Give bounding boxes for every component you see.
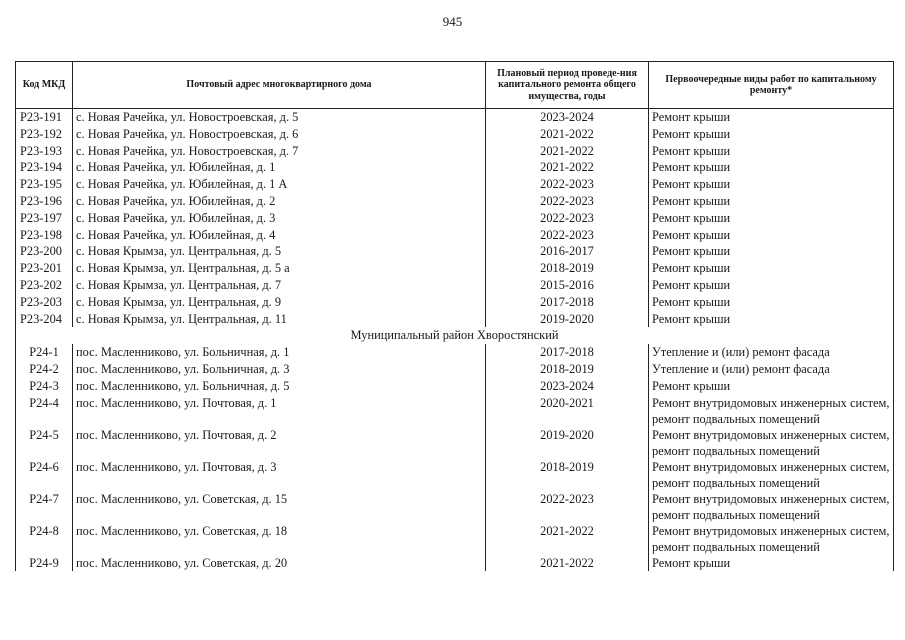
cell-works: Ремонт крыши xyxy=(649,243,894,260)
cell-works: Ремонт крыши xyxy=(649,311,894,328)
cell-address: пос. Масленниково, ул. Почтовая, д. 2 xyxy=(73,427,486,459)
cell-works: Утепление и (или) ремонт фасада xyxy=(649,361,894,378)
table-header xyxy=(16,62,894,109)
table-row xyxy=(16,227,894,244)
cell-period: 2022-2023 xyxy=(486,193,649,210)
cell-code: Р24-3 xyxy=(16,378,73,395)
cell-address: пос. Масленниково, ул. Больничная, д. 3 xyxy=(73,361,486,378)
cell-works: Ремонт крыши xyxy=(649,260,894,277)
cell-address: пос. Масленниково, ул. Больничная, д. 5 xyxy=(73,378,486,395)
table-body xyxy=(16,109,894,572)
cell-period: 2021-2022 xyxy=(486,555,649,572)
cell-period: 2021-2022 xyxy=(486,126,649,143)
cell-address: пос. Масленниково, ул. Почтовая, д. 1 xyxy=(73,395,486,427)
table-row xyxy=(16,459,894,491)
cell-code: Р23-201 xyxy=(16,260,73,277)
cell-address: с. Новая Крымза, ул. Центральная, д. 7 xyxy=(73,277,486,294)
cell-code: Р23-196 xyxy=(16,193,73,210)
table-row xyxy=(16,344,894,361)
table-row xyxy=(16,294,894,311)
cell-address: с. Новая Рачейка, ул. Юбилейная, д. 3 xyxy=(73,210,486,227)
district-row xyxy=(16,327,894,344)
cell-address: пос. Масленниково, ул. Советская, д. 20 xyxy=(73,555,486,572)
header-period: Плановый период проведе-ния капитального ремонта общего имущества, годы xyxy=(486,62,649,109)
header-address: Почтовый адрес многоквартирного дома xyxy=(73,62,486,109)
header-code: Код МКД xyxy=(16,62,73,109)
cell-period: 2017-2018 xyxy=(486,294,649,311)
cell-works: Ремонт крыши xyxy=(649,277,894,294)
cell-period: 2018-2019 xyxy=(486,260,649,277)
housing-registry-table xyxy=(15,61,894,571)
table-row xyxy=(16,109,894,126)
cell-period: 2017-2018 xyxy=(486,344,649,361)
cell-period: 2022-2023 xyxy=(486,491,649,523)
cell-works: Ремонт внутридомовых инженерных систем, ремонт подвальных помещений xyxy=(649,459,894,491)
cell-address: с. Новая Крымза, ул. Центральная, д. 5 а xyxy=(73,260,486,277)
cell-period: 2018-2019 xyxy=(486,459,649,491)
cell-address: с. Новая Рачейка, ул. Юбилейная, д. 2 xyxy=(73,193,486,210)
cell-address: пос. Масленниково, ул. Советская, д. 15 xyxy=(73,491,486,523)
table-row xyxy=(16,260,894,277)
cell-works: Ремонт крыши xyxy=(649,210,894,227)
cell-address: с. Новая Рачейка, ул. Юбилейная, д. 1 А xyxy=(73,176,486,193)
table-row xyxy=(16,126,894,143)
cell-period: 2021-2022 xyxy=(486,523,649,555)
cell-address: с. Новая Рачейка, ул. Новостроевская, д. 7 xyxy=(73,143,486,160)
table-row xyxy=(16,193,894,210)
table-row xyxy=(16,210,894,227)
cell-works: Ремонт крыши xyxy=(649,227,894,244)
table-row xyxy=(16,361,894,378)
cell-address: с. Новая Рачейка, ул. Юбилейная, д. 4 xyxy=(73,227,486,244)
cell-works: Ремонт крыши xyxy=(649,126,894,143)
cell-address: пос. Масленниково, ул. Почтовая, д. 3 xyxy=(73,459,486,491)
cell-code: Р24-6 xyxy=(16,459,73,491)
cell-works: Утепление и (или) ремонт фасада xyxy=(649,344,894,361)
cell-code: Р23-191 xyxy=(16,109,73,126)
table-row xyxy=(16,491,894,523)
cell-code: Р24-7 xyxy=(16,491,73,523)
table-row xyxy=(16,395,894,427)
table-row xyxy=(16,159,894,176)
page-number: 945 xyxy=(442,14,463,29)
table-row xyxy=(16,143,894,160)
table-row xyxy=(16,311,894,328)
cell-code: Р24-4 xyxy=(16,395,73,427)
cell-code: Р23-193 xyxy=(16,143,73,160)
cell-address: с. Новая Крымза, ул. Центральная, д. 5 xyxy=(73,243,486,260)
cell-code: Р23-203 xyxy=(16,294,73,311)
cell-code: Р24-5 xyxy=(16,427,73,459)
table-row xyxy=(16,378,894,395)
cell-code: Р23-195 xyxy=(16,176,73,193)
cell-works: Ремонт внутридомовых инженерных систем, ремонт подвальных помещений xyxy=(649,427,894,459)
cell-code: Р24-9 xyxy=(16,555,73,572)
table-row xyxy=(16,243,894,260)
cell-address: пос. Масленниково, ул. Советская, д. 18 xyxy=(73,523,486,555)
cell-period: 2021-2022 xyxy=(486,143,649,160)
cell-period: 2022-2023 xyxy=(486,176,649,193)
cell-period: 2019-2020 xyxy=(486,427,649,459)
cell-code: Р23-202 xyxy=(16,277,73,294)
cell-period: 2021-2022 xyxy=(486,159,649,176)
cell-address: с. Новая Крымза, ул. Центральная, д. 9 xyxy=(73,294,486,311)
table-row xyxy=(16,176,894,193)
cell-works: Ремонт крыши xyxy=(649,193,894,210)
cell-period: 2016-2017 xyxy=(486,243,649,260)
cell-code: Р24-8 xyxy=(16,523,73,555)
header-works: Первоочередные виды работ по капитальному ремонту* xyxy=(649,62,894,109)
cell-address: с. Новая Рачейка, ул. Новостроевская, д. 6 xyxy=(73,126,486,143)
cell-period: 2019-2020 xyxy=(486,311,649,328)
cell-code: Р24-1 xyxy=(16,344,73,361)
cell-code: Р23-204 xyxy=(16,311,73,328)
cell-works: Ремонт внутридомовых инженерных систем, ремонт подвальных помещений xyxy=(649,491,894,523)
cell-works: Ремонт крыши xyxy=(649,378,894,395)
table-row xyxy=(16,277,894,294)
cell-period: 2022-2023 xyxy=(486,210,649,227)
cell-period: 2018-2019 xyxy=(486,361,649,378)
cell-period: 2015-2016 xyxy=(486,277,649,294)
cell-works: Ремонт внутридомовых инженерных систем, ремонт подвальных помещений xyxy=(649,523,894,555)
cell-period: 2023-2024 xyxy=(486,109,649,126)
table-row xyxy=(16,427,894,459)
cell-works: Ремонт крыши xyxy=(649,294,894,311)
cell-address: пос. Масленниково, ул. Больничная, д. 1 xyxy=(73,344,486,361)
cell-address: с. Новая Рачейка, ул. Юбилейная, д. 1 xyxy=(73,159,486,176)
cell-period: 2023-2024 xyxy=(486,378,649,395)
cell-works: Ремонт крыши xyxy=(649,176,894,193)
cell-code: Р23-197 xyxy=(16,210,73,227)
cell-code: Р23-200 xyxy=(16,243,73,260)
cell-works: Ремонт внутридомовых инженерных систем, ремонт подвальных помещений xyxy=(649,395,894,427)
cell-address: с. Новая Рачейка, ул. Новостроевская, д. 5 xyxy=(73,109,486,126)
cell-works: Ремонт крыши xyxy=(649,159,894,176)
cell-code: Р23-194 xyxy=(16,159,73,176)
cell-period: 2020-2021 xyxy=(486,395,649,427)
cell-address: с. Новая Крымза, ул. Центральная, д. 11 xyxy=(73,311,486,328)
table-row xyxy=(16,523,894,555)
cell-period: 2022-2023 xyxy=(486,227,649,244)
cell-code: Р24-2 xyxy=(16,361,73,378)
cell-works: Ремонт крыши xyxy=(649,143,894,160)
cell-works: Ремонт крыши xyxy=(649,109,894,126)
cell-code: Р23-192 xyxy=(16,126,73,143)
table-row xyxy=(16,555,894,572)
cell-works: Ремонт крыши xyxy=(649,555,894,572)
header-row xyxy=(16,62,894,109)
district-heading: Муниципальный район Хворостянский xyxy=(16,327,894,344)
cell-code: Р23-198 xyxy=(16,227,73,244)
